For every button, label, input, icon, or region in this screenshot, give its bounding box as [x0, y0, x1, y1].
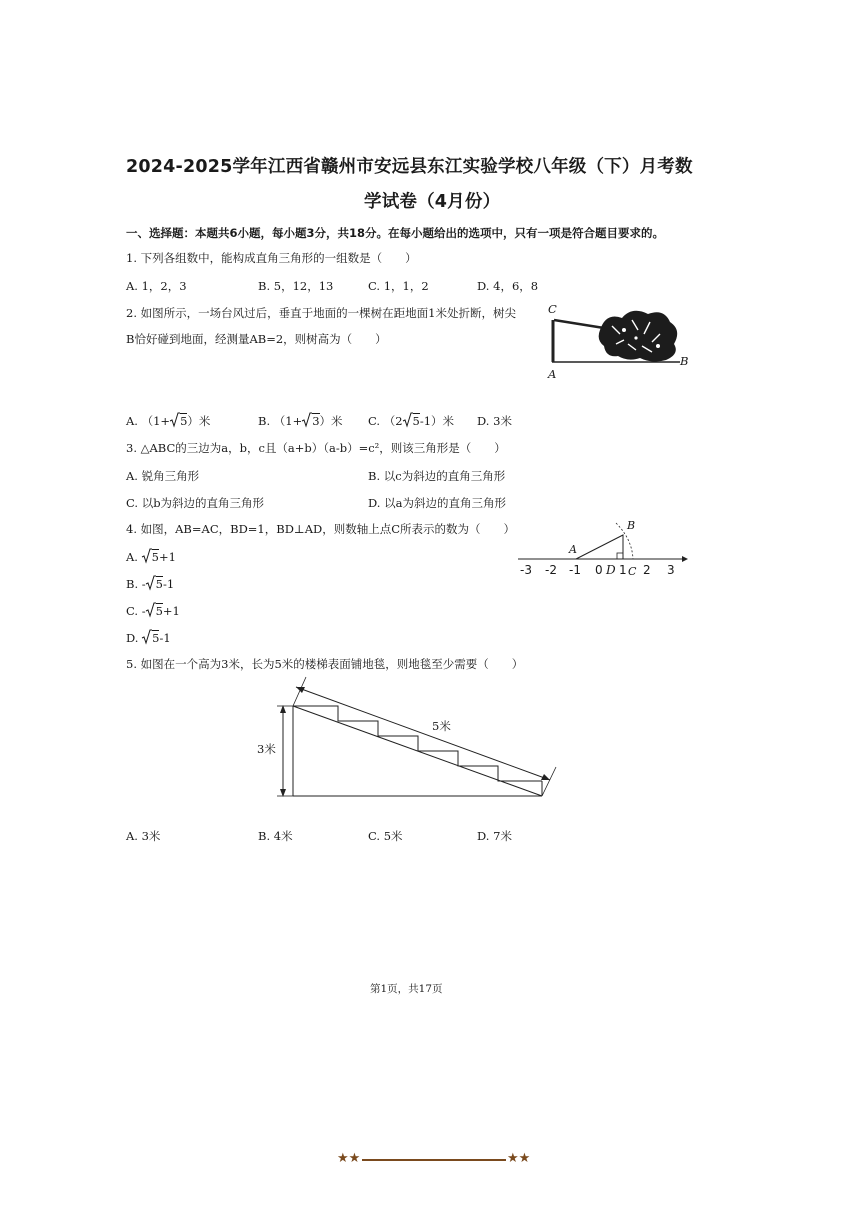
sqrt-symbol: [146, 576, 156, 593]
q2-option-a: A. （1+ 5）米: [126, 414, 211, 428]
tick-neg1: -1: [569, 563, 581, 577]
q2-tree-figure: [540, 300, 690, 380]
q4-option-a: A. 5+1: [126, 550, 176, 564]
sqrt-symbol: [146, 603, 156, 620]
q5-staircase-figure: [260, 675, 560, 805]
star-icon-right: ★★: [507, 1151, 531, 1166]
doc-title-line2: 学试卷（4月份）: [364, 192, 501, 212]
sqrt-symbol: [142, 549, 152, 566]
q5-length-label: 5米: [432, 719, 451, 733]
q4-stem: 4. 如图，AB=AC，BD=1，BD⊥AD，则数轴上点C所表示的数为（ ）: [126, 522, 516, 536]
q2-label-a: A: [548, 367, 557, 381]
tick-neg2: -2: [545, 563, 557, 577]
q4-option-c: C. - 5+1: [126, 604, 180, 618]
q1-option-c: C. 1，1，2: [368, 279, 429, 293]
q3-stem: 3. △ABC的三边为a，b，c且（a+b）（a-b）=c²，则该三角形是（ ）: [126, 441, 506, 455]
star-icon-left: ★★: [337, 1151, 361, 1166]
q3-option-a: A. 锐角三角形: [126, 469, 200, 483]
q5-stem: 5. 如图在一个高为3米，长为5米的楼梯表面铺地毯，则地毯至少需要（ ）: [126, 657, 524, 671]
page-footer: 第1页，共17页: [370, 983, 443, 995]
q5-height-label: 3米: [257, 742, 276, 756]
tick-neg3: -3: [520, 563, 532, 577]
q5-option-a: A. 3米: [126, 829, 161, 843]
q2-stem-line2: B恰好碰到地面，经测量AB=2，则树高为（ ）: [126, 332, 387, 346]
q1-option-b: B. 5，12，13: [258, 279, 334, 293]
q1-stem: 1. 下列各组数中，能构成直角三角形的一组数是（ ）: [126, 251, 417, 265]
q4-label-a: A: [569, 543, 577, 556]
tick-3: 3: [667, 563, 675, 577]
q3-option-d: D. 以a为斜边的直角三角形: [368, 496, 506, 510]
sqrt-symbol: [302, 413, 312, 430]
sqrt-symbol: [403, 413, 413, 430]
tick-2: 2: [643, 563, 651, 577]
q5-option-c: C. 5米: [368, 829, 403, 843]
q2-option-b: B. （1+ 3）米: [258, 414, 343, 428]
q5-option-b: B. 4米: [258, 829, 293, 843]
sqrt-symbol: [142, 630, 152, 647]
tick-1: 1: [619, 563, 627, 577]
q4-label-d: D: [606, 563, 616, 577]
q3-option-c: C. 以b为斜边的直角三角形: [126, 496, 265, 510]
q2-stem-line1: 2. 如图所示，一场台风过后，垂直于地面的一棵树在距地面1米处折断，树尖: [126, 306, 516, 320]
decorative-divider: [362, 1159, 506, 1161]
q4-label-b: B: [627, 519, 636, 532]
q1-option-a: A. 1，2，3: [126, 279, 187, 293]
q4-option-b: B. - 5-1: [126, 577, 175, 591]
q5-option-d: D. 7米: [477, 829, 512, 843]
q3-option-b: B. 以c为斜边的直角三角形: [368, 469, 506, 483]
doc-title-line1: 2024-2025学年江西省赣州市安远县东江实验学校八年级（下）月考数: [126, 157, 693, 177]
sqrt-symbol: [170, 413, 180, 430]
q2-option-c: C. （2 5-1）米: [368, 414, 455, 428]
q1-option-d: D. 4，6，8: [477, 279, 539, 293]
q4-label-c: C: [628, 565, 637, 578]
q2-option-d: D. 3米: [477, 414, 512, 428]
section-header: 一、选择题：本题共6小题，每小题3分，共18分。在每小题给出的选项中，只有一项是符合题目要求的。: [126, 226, 665, 240]
q2-label-b: B: [680, 354, 689, 368]
tick-0: 0: [595, 563, 603, 577]
q2-label-c: C: [548, 302, 557, 316]
q4-option-d: D. 5-1: [126, 631, 171, 645]
